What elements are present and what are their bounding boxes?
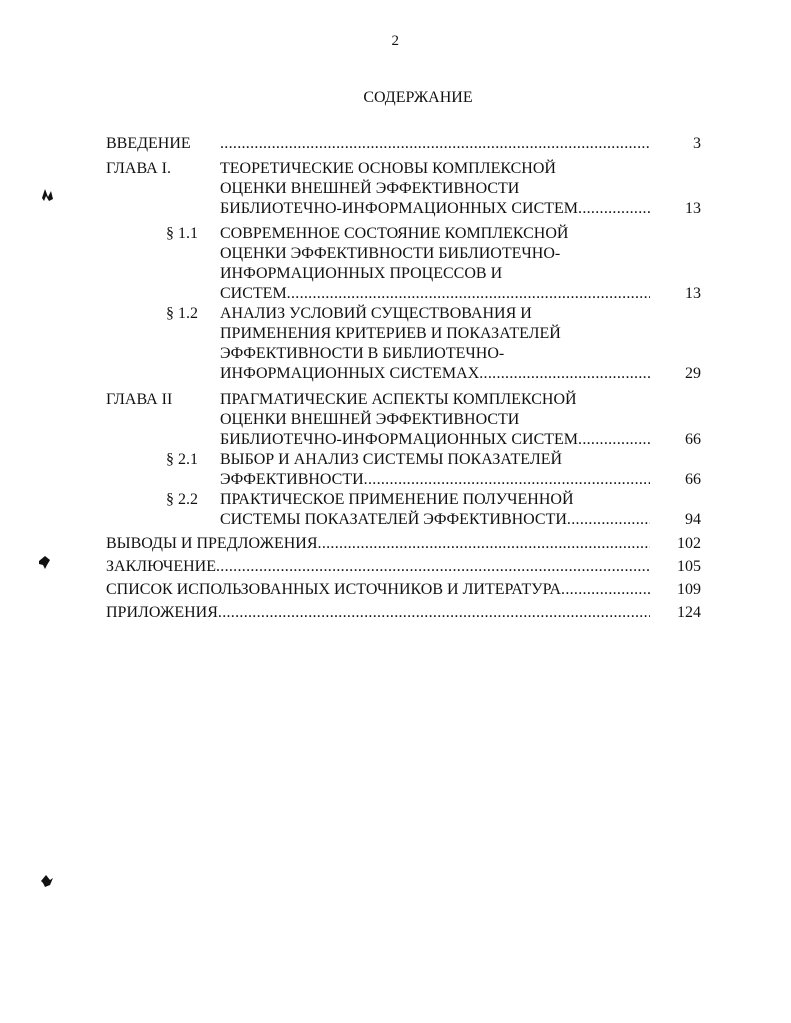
toc-entry-title-line: ВЫБОР И АНАЛИЗ СИСТЕМЫ ПОКАЗАТЕЛЕЙ	[220, 451, 563, 468]
toc-entry-introduction[interactable]	[0, 134, 791, 154]
dot-leader	[216, 557, 650, 577]
toc-entry-title-last: БИБЛИОТЕЧНО-ИНФОРМАЦИОННЫХ СИСТЕМ	[220, 200, 579, 217]
toc-entry-title-line: ОЦЕНКИ ЭФФЕКТИВНОСТИ БИБЛИОТЕЧНО-	[220, 245, 561, 262]
toc-entry-label: § 1.2	[166, 305, 198, 322]
toc-entry-page: 124	[677, 604, 701, 621]
toc-entry-title	[220, 159, 650, 219]
toc-entry-label: § 2.2	[166, 491, 198, 508]
toc-entry-page: 102	[677, 535, 701, 552]
toc-entry-title-line: ТЕОРЕТИЧЕСКИЕ ОСНОВЫ КОМПЛЕКСНОЙ	[220, 160, 556, 177]
toc-entry-section-1-2[interactable]	[0, 304, 791, 384]
dot-leader	[561, 580, 650, 600]
toc-entry-page: 66	[685, 471, 701, 488]
toc-entry-title-last: ЭФФЕКТИВНОСТИ	[220, 471, 364, 488]
toc-entry-chapter-2[interactable]	[0, 390, 791, 450]
toc-entry-title-last: БИБЛИОТЕЧНО-ИНФОРМАЦИОННЫХ СИСТЕМ	[220, 431, 579, 448]
toc-entry-page: 3	[693, 135, 701, 152]
toc-entry-page: 66	[685, 431, 701, 448]
toc-entry-title-last: СИСТЕМ	[220, 285, 287, 302]
toc-entry-page: 94	[685, 511, 701, 528]
toc-entry-title-line: ИНФОРМАЦИОННЫХ ПРОЦЕССОВ И	[220, 265, 503, 282]
toc-entry-title-last: СПИСОК ИСПОЛЬЗОВАННЫХ ИСТОЧНИКОВ И ЛИТЕРАТУРА	[106, 581, 562, 598]
toc-entry-title	[106, 534, 650, 554]
toc-entry-page: 13	[685, 285, 701, 302]
toc-entry-title-line: СОВРЕМЕННОЕ СОСТОЯНИЕ КОМПЛЕКСНОЙ	[220, 225, 569, 242]
toc-entry-title-line: ЭФФЕКТИВНОСТИ В БИБЛИОТЕЧНО-	[220, 345, 505, 362]
toc-entry-label: ВВЕДЕНИЕ	[106, 135, 191, 152]
toc-entry-title	[220, 134, 650, 154]
toc-entry-page: 29	[685, 365, 701, 382]
page-title: СОДЕРЖАНИЕ	[363, 89, 473, 106]
toc-entry-title-last: ПРИЛОЖЕНИЯ	[106, 604, 218, 621]
toc-entry-title-line: ПРАКТИЧЕСКОЕ ПРИМЕНЕНИЕ ПОЛУЧЕННОЙ	[220, 491, 574, 508]
toc-entry-title	[220, 390, 650, 450]
table-of-contents	[0, 134, 791, 623]
toc-entry-title-last: ЗАКЛЮЧЕНИЕ	[106, 558, 216, 575]
toc-entry-title-line: ПРАГМАТИЧЕСКИЕ АСПЕКТЫ КОМПЛЕКСНОЙ	[220, 391, 577, 408]
toc-entry-references[interactable]	[0, 580, 791, 600]
toc-entry-title	[220, 304, 650, 384]
toc-entry-title	[106, 557, 650, 577]
dot-leader	[318, 534, 650, 554]
toc-entry-label: § 2.1	[166, 451, 198, 468]
toc-entry-label: § 1.1	[166, 225, 198, 242]
dot-leader	[287, 284, 650, 304]
toc-entry-title	[220, 490, 650, 530]
toc-entry-conclusions[interactable]	[0, 534, 791, 554]
toc-entry-appendices[interactable]	[0, 603, 791, 623]
toc-entry-chapter-1[interactable]	[0, 159, 791, 219]
dot-leader	[218, 603, 650, 623]
dot-leader	[364, 470, 650, 490]
toc-entry-title	[220, 224, 650, 304]
toc-entry-summary[interactable]	[0, 557, 791, 577]
toc-entry-section-2-1[interactable]	[0, 450, 791, 490]
toc-entry-page: 105	[677, 558, 701, 575]
toc-entry-page: 13	[685, 200, 701, 217]
toc-entry-label: ГЛАВА II	[106, 391, 173, 408]
scan-artifact-icon	[38, 872, 56, 890]
toc-entry-label: ГЛАВА I.	[106, 160, 171, 177]
page-number: 2	[391, 33, 400, 49]
toc-entry-title-last: СИСТЕМЫ ПОКАЗАТЕЛЕЙ ЭФФЕКТИВНОСТИ	[220, 511, 567, 528]
toc-entry-title	[106, 603, 650, 623]
dot-leader	[220, 134, 650, 154]
toc-entry-title-last: ВЫВОДЫ И ПРЕДЛОЖЕНИЯ	[106, 535, 318, 552]
toc-entry-section-2-2[interactable]	[0, 490, 791, 530]
toc-entry-title-line: АНАЛИЗ УСЛОВИЙ СУЩЕСТВОВАНИЯ И	[220, 305, 532, 322]
dot-leader	[578, 199, 650, 219]
toc-entry-title-line: ОЦЕНКИ ВНЕШНЕЙ ЭФФЕКТИВНОСТИ	[220, 411, 520, 428]
toc-entry-title-line: ОЦЕНКИ ВНЕШНЕЙ ЭФФЕКТИВНОСТИ	[220, 180, 520, 197]
toc-entry-title-last: ИНФОРМАЦИОННЫХ СИСТЕМАХ	[220, 365, 480, 382]
toc-entry-page: 109	[677, 581, 701, 598]
dot-leader	[567, 510, 650, 530]
toc-entry-title-line: ПРИМЕНЕНИЯ КРИТЕРИЕВ И ПОКАЗАТЕЛЕЙ	[220, 325, 561, 342]
toc-entry-title	[106, 580, 650, 600]
toc-entry-section-1-1[interactable]	[0, 224, 791, 304]
toc-entry-title	[220, 450, 650, 490]
dot-leader	[578, 430, 650, 450]
dot-leader	[479, 364, 650, 384]
